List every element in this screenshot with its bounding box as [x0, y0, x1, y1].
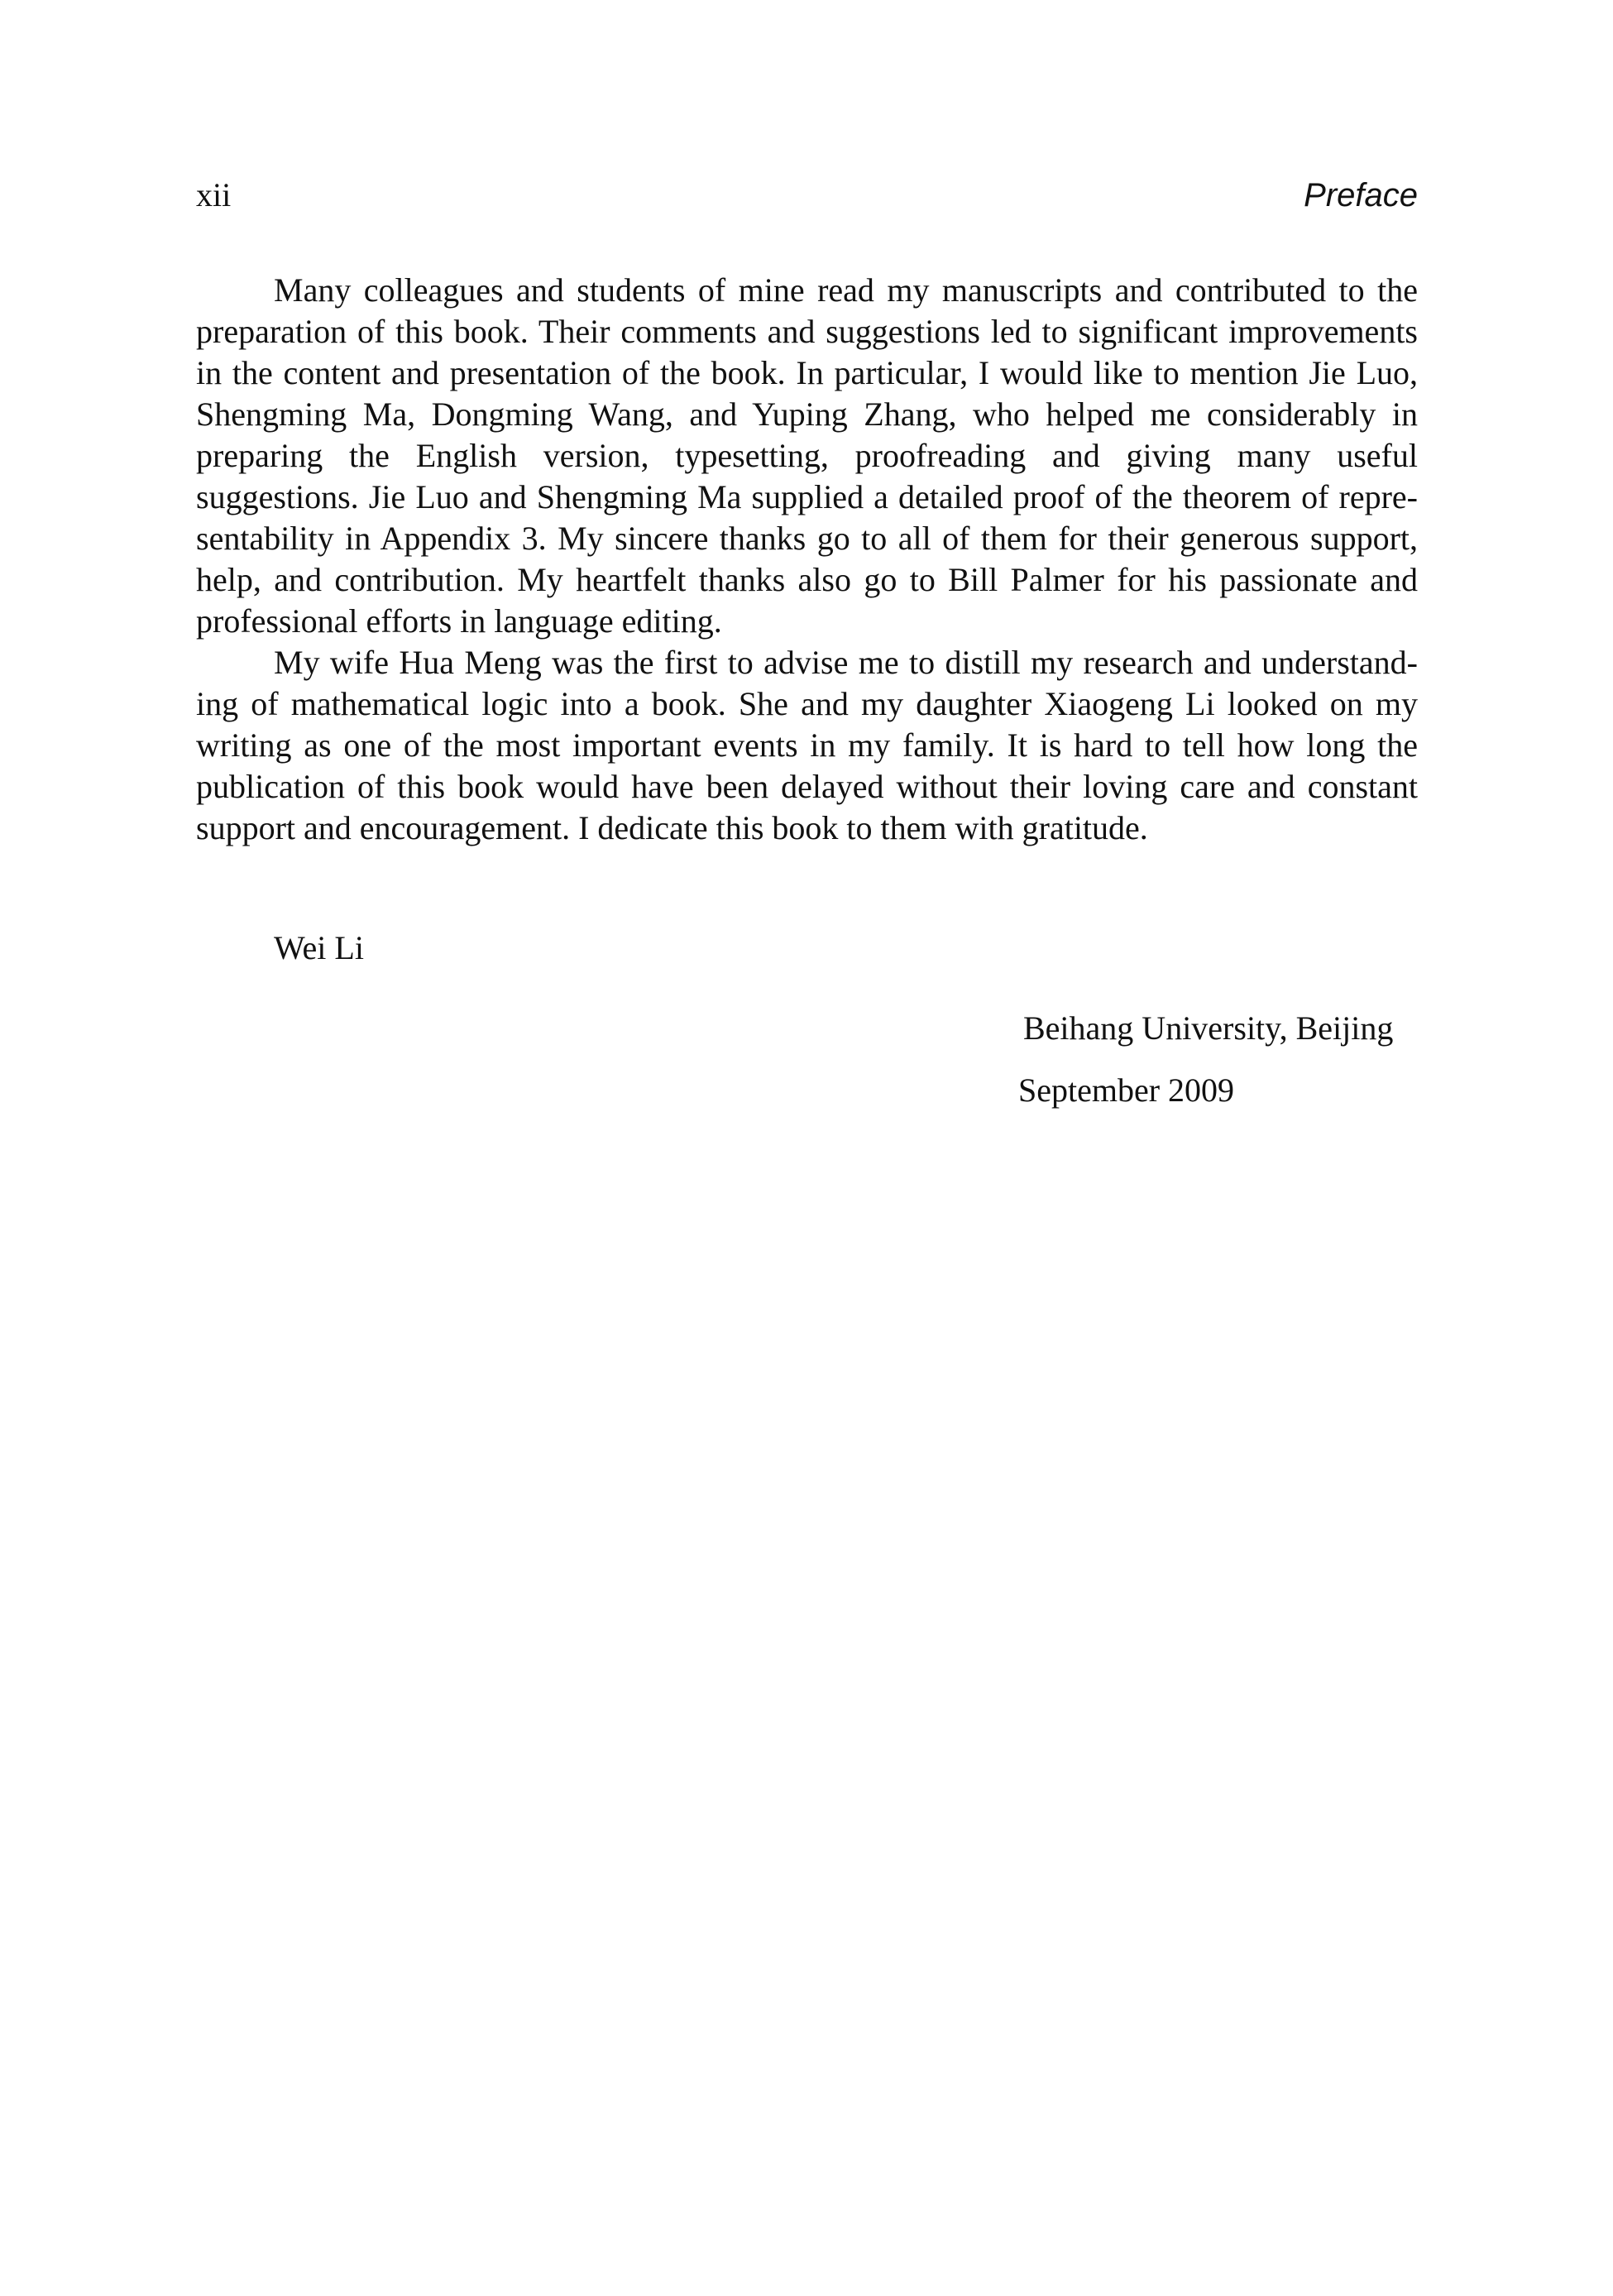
author-affiliation: Beihang University, Beijing	[1023, 1009, 1394, 1047]
page-number: xii	[196, 176, 232, 213]
section-title: Preface	[1304, 177, 1418, 213]
preface-body	[196, 270, 1418, 849]
running-head	[196, 172, 1418, 222]
paragraph-acknowledgements: Many colleagues and students of mine read my manuscripts and contributed to the preparation of this book. Their comments and suggestions led to significant improvements in the content and presentation of the book. In particular, I would like to mention Jie Luo, Shengming Ma, Dongming Wang, and Yuping Zhang, who helped me considerably in preparing the English version, typesetting, proofreading and giving many useful suggestions. Jie Luo and Shengming Ma supplied a detailed proof of the theorem of representability in Appendix 3. My sincere thanks go to all of them for their generous support, help, and contribution. My heartfelt thanks also go to Bill Palmer for his passionate and professional efforts in language editing.	[196, 271, 1418, 640]
preface-date: September 2009	[1018, 1071, 1235, 1109]
author-name: Wei Li	[274, 929, 364, 966]
paragraph-dedication: My wife Hua Meng was the first to advise me to distill my research and understanding of mathematical logic into a book. She and my daughter Xiaogeng Li looked on my writing as one of the most important events in my family. It is hard to tell how long the publication of this book would have been delayed without their loving care and constant support and encouragement. I dedicate this book to them with gratitude.	[196, 644, 1418, 846]
